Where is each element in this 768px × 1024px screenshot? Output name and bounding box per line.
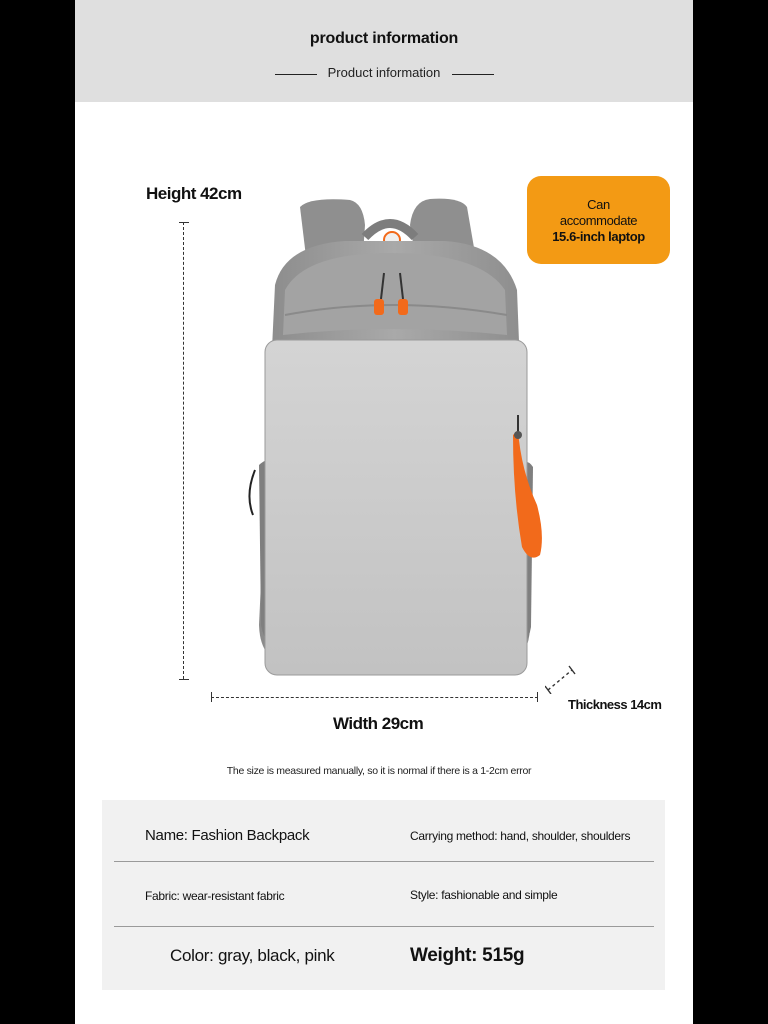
backpack-image	[215, 195, 575, 685]
height-label: Height 42cm	[146, 184, 242, 203]
page-title: product information	[309, 30, 459, 47]
spec-name: Name: Fashion Backpack	[145, 827, 310, 844]
width-dashed-line	[211, 697, 538, 698]
thickness-label: Thickness 14cm	[568, 697, 662, 712]
height-tick-bottom	[179, 679, 189, 680]
zipper-pull-right	[398, 299, 408, 315]
spec-carrying-method: Carrying method: hand, shoulder, shoulders	[410, 829, 631, 843]
measurement-note: The size is measured manually, so it is normal if there is a 1-2cm error	[226, 765, 532, 777]
thickness-dashed-line	[545, 664, 577, 694]
spec-table	[102, 800, 665, 990]
spec-divider-2	[114, 926, 654, 927]
badge-line-2: accommodate	[559, 213, 638, 228]
width-label: Width 29cm	[333, 714, 424, 733]
subtitle-line-right	[452, 74, 494, 75]
spec-color: Color: gray, black, pink	[170, 946, 335, 965]
header-banner	[75, 0, 693, 102]
product-info-page	[75, 0, 693, 1024]
page-subtitle: Product information	[327, 65, 441, 80]
width-tick-right	[537, 692, 538, 702]
height-tick-top	[179, 222, 189, 223]
front-pocket	[265, 340, 527, 675]
spec-weight: Weight: 515g	[410, 945, 525, 966]
height-dashed-line	[183, 222, 184, 679]
spec-style: Style: fashionable and simple	[410, 888, 558, 902]
spec-divider-1	[114, 861, 654, 862]
badge-line-3: 15.6-inch laptop	[552, 229, 645, 244]
badge-line-1: Can	[587, 197, 610, 212]
spec-fabric: Fabric: wear-resistant fabric	[145, 889, 285, 903]
zipper-pull-left	[374, 299, 384, 315]
